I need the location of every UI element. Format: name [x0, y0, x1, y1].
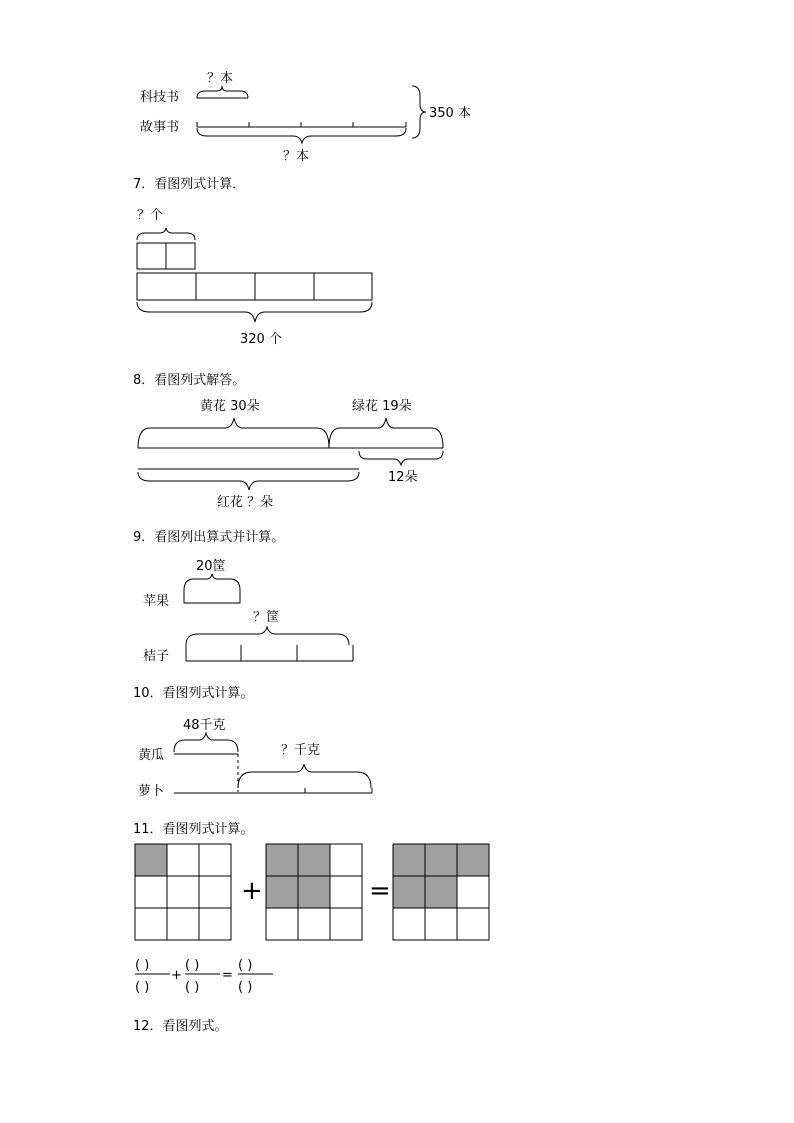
- grid-cell: [135, 908, 167, 940]
- grid-cell: [330, 844, 362, 876]
- q10-brace-radish: [238, 764, 371, 788]
- q11-diagram: [135, 844, 489, 995]
- fraction-2-numerator: ( ): [185, 958, 200, 973]
- q10-radish-label: 萝卜: [138, 784, 165, 799]
- q9-diagram: [143, 559, 353, 664]
- grid-cell: [266, 876, 298, 908]
- q8-green-label: 绿花 19朵: [352, 399, 412, 414]
- fraction-op-plus: +: [171, 968, 182, 983]
- q10-radish-amount: ？千克: [281, 743, 321, 758]
- grid-cell: [298, 908, 330, 940]
- fraction-3-denominator: ( ): [238, 980, 253, 995]
- q11-grid-1: [135, 844, 231, 940]
- q6-total-label: 350 本: [429, 106, 471, 121]
- fraction-3-numerator: ( ): [238, 958, 253, 973]
- q6-brace-right: [412, 86, 426, 138]
- grid-cell: [167, 876, 199, 908]
- q8-red-label: 红花 ？朵: [217, 495, 274, 510]
- q6-row-science: 科技书: [140, 90, 180, 105]
- q7-question-label: ？个: [137, 208, 164, 223]
- q10-cucumber-amount: 48千克: [183, 718, 226, 733]
- q8-diff-label: 12朵: [388, 470, 418, 485]
- q12-title: 12．看图列式。: [133, 1019, 228, 1034]
- q6-question-label-top: ？本: [207, 71, 234, 86]
- grid-cell: [393, 876, 425, 908]
- q9-apple-bar: [184, 590, 240, 603]
- grid-cell: [199, 908, 231, 940]
- grid-cell: [266, 908, 298, 940]
- q10-brace-cucumber: [174, 733, 238, 752]
- q8-brace-red: [138, 472, 359, 490]
- q9-apple-label: 苹果: [143, 594, 170, 609]
- grid-cell: [135, 876, 167, 908]
- grid-cell: [425, 908, 457, 940]
- q7-brace-top: [137, 228, 195, 240]
- q8-brace-yellow: [138, 418, 329, 448]
- grid-cell: [298, 876, 330, 908]
- grid-cell: [167, 908, 199, 940]
- q11-grid-3: [393, 844, 489, 940]
- grid-cell: [425, 844, 457, 876]
- grid-cell: [425, 876, 457, 908]
- fraction-1-denominator: ( ): [135, 980, 150, 995]
- grid-cell: [298, 844, 330, 876]
- q9-orange-amount: ？筐: [253, 610, 280, 625]
- fraction-2-denominator: ( ): [185, 980, 200, 995]
- grid-cell: [199, 844, 231, 876]
- grid-cell: [457, 876, 489, 908]
- q6-brace-top: [197, 86, 248, 98]
- q11-grid-2: [266, 844, 362, 940]
- q8-brace-diff: [359, 451, 443, 465]
- q9-title: 9．看图列出算式并计算。: [133, 530, 285, 545]
- grid-cell: [393, 908, 425, 940]
- q7-total-label: 320 个: [240, 332, 282, 347]
- q10-title: 10．看图列式计算。: [133, 686, 254, 701]
- grid-cell: [135, 844, 167, 876]
- q7-diagram: [137, 208, 372, 347]
- grid-cell: [393, 844, 425, 876]
- q6-brace-bottom: [197, 128, 406, 143]
- grid-cell: [457, 844, 489, 876]
- grid-cell: [167, 844, 199, 876]
- q10-cucumber-label: 黄瓜: [138, 748, 165, 763]
- grid-cell: [330, 908, 362, 940]
- grid-cell: [199, 876, 231, 908]
- grid-cell: [457, 908, 489, 940]
- q8-title: 8．看图列式解答。: [133, 373, 246, 388]
- q11-plus-sign: +: [241, 876, 263, 906]
- q9-orange-label: 桔子: [143, 649, 170, 664]
- q8-brace-green: [329, 418, 443, 448]
- grid-cell: [330, 876, 362, 908]
- q6-question-label-bottom: ？本: [283, 149, 310, 164]
- q6-row-story: 故事书: [140, 120, 180, 135]
- q9-brace-apple: [184, 574, 240, 590]
- fraction-op-equals: =: [222, 968, 233, 983]
- q10-diagram: [138, 717, 372, 799]
- fraction-1-numerator: ( ): [135, 958, 150, 973]
- q11-fraction-answer: [135, 958, 273, 995]
- q8-yellow-label: 黄花 30朵: [200, 399, 260, 414]
- q11-equals-sign: =: [369, 876, 391, 906]
- q9-brace-orange: [186, 627, 349, 645]
- q11-title: 11．看图列式计算。: [133, 822, 254, 837]
- q6-diagram: [140, 70, 471, 164]
- q9-apple-amount: 20筐: [196, 559, 226, 574]
- q7-title: 7．看图列式计算．: [133, 177, 246, 192]
- q8-diagram: [138, 399, 443, 510]
- q7-brace-bottom: [137, 302, 372, 322]
- grid-cell: [266, 844, 298, 876]
